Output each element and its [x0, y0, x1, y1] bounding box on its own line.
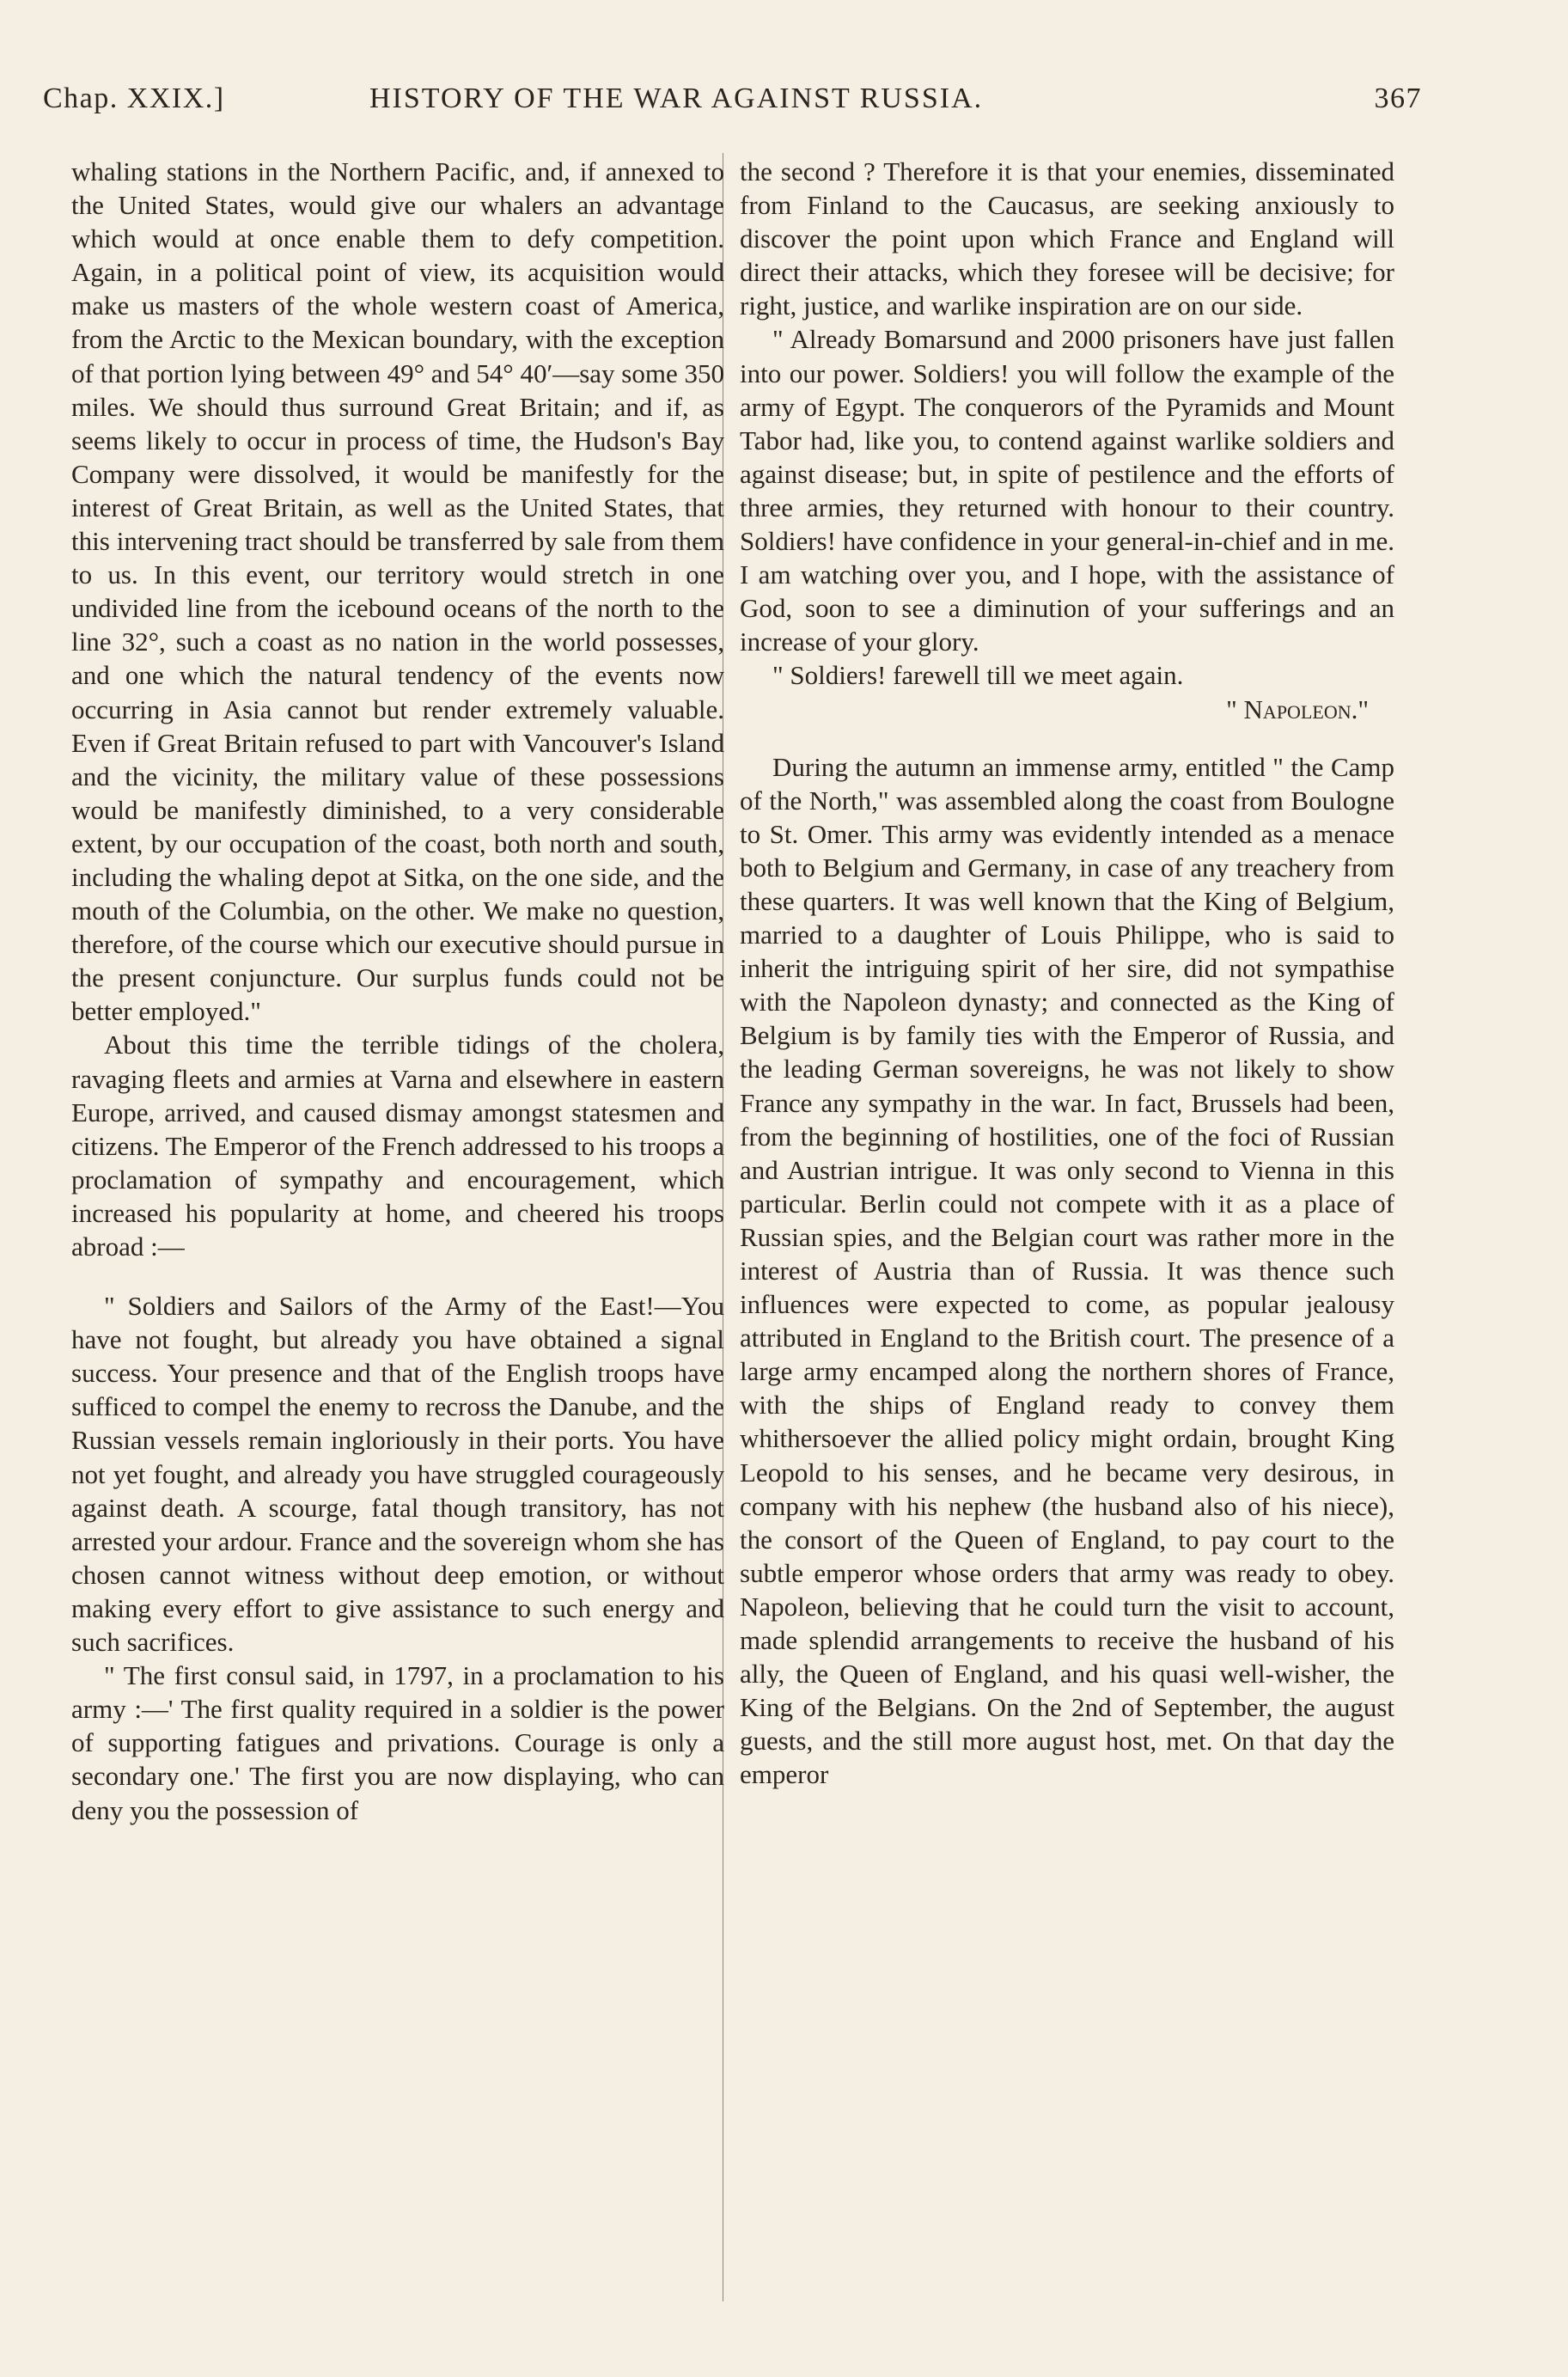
proclamation-paragraph: " Soldiers! farewell till we meet again.	[772, 660, 1184, 691]
proclamation-paragraph: the second ? Therefore it is that your enemies, disseminated from Finland to the Caucasus, are seeking anxiously to discover the point upon which France and England will direct their attacks, which they foresee will be decisive; for right, justice, and warlike inspiration are on our side.	[740, 156, 1394, 321]
page-number: 367	[1374, 82, 1422, 114]
paragraph: About this time the terrible tidings of the cholera, ravaging fleets and armies at Varna and elsewhere in eastern Europe, arrived, and caused dismay amongst statesmen and citizens. The Emperor of the French addressed to his troops a proclamation of sympathy and encouragement, which increased his popularity at home, and cheered his troops abroad :—	[71, 1030, 724, 1262]
proclamation-paragraph: " Soldiers and Sailors of the Army of the East!—You have not fought, but already you have obtained a signal success. Your presence and that of the English troops have sufficed to compel the enemy to recross the Danube, and the Russian vessels remain ingloriously in their ports. You have not yet fought, and already you have struggled courageously against death. A scourge, fatal though transitory, has not arrested your ardour. France and the sovereign whom she has chosen cannot witness without deep emotion, or without making every effort to give assistance to such energy and such sacrifices.	[71, 1291, 724, 1658]
paragraph: whaling stations in the Northern Pacific, and, if annexed to the United States, would give our whalers an advantage which would at once enable them to defy competition. Again, in a political point of view, its acquisition would make us masters of the whole western coast of America, from the Arctic to the Mexican boundary, with the exception of that portion lying between 49° and 54° 40′—say some 350 miles. We should thus surround Great Britain; and if, as seems likely to occur in process of time, the Hudson's Bay Company were dissolved, it would be manifestly for the interest of Great Britain, as well as the United States, that this intervening tract should be transferred by sale from them to us. In this event, our territory would stretch in one undivided line from the icebound oceans of the north to the line 32°, such a coast as no nation in the world possesses, and one which the natural tendency of the events now occurring in Asia cannot but render extremely valuable. Even if Great Britain refused to part with Vancouver's Island and the vicinity, the military value of these possessions would be manifestly diminished, to a very considerable extent, by our occupation of the coast, both north and south, including the whaling depot at Sitka, on the one side, and the mouth of the Columbia, on the other. We make no question, therefore, of the course which our executive should pursue in the present conjuncture. Our surplus funds could not be better employed."	[71, 156, 724, 1027]
paragraph: During the autumn an immense army, entitled " the Camp of the North," was assembled along the coast from Boulogne to St. Omer. This army was evidently intended as a menace both to Belgium and Germany, in case of any treachery from these quarters. It was well known that the King of Belgium, married to a daughter of Louis Philippe, who is said to inherit the intriguing spirit of her sire, did not sympathise with the Napoleon dynasty; and connected as the King of Belgium is by family ties with the Emperor of Russia, and the leading German sovereigns, he was not likely to show France any sympathy in the war. In fact, Brussels had been, from the beginning of hostilities, one of the foci of Russian and Austrian intrigue. It was only second to Vienna in this particular. Berlin could not compete with it as a place of Russian spies, and the Belgian court was rather more in the interest of Austria than of Russia. It was thence such influences were expected to come, as popular jealousy attributed in England to the British court. The presence of a large army encamped along the northern shores of France, with the ships of England ready to convey them whithersoever the allied policy might ordain, brought King Leopold to his senses, and he became very desirous, in company with his nephew (the husband also of his niece), the consort of the Queen of England, to pay court to the subtle emperor whose orders that army was ready to obey. Napoleon, believing that he could turn the visit to account, made splendid arrangements to receive the husband of his ally, the Queen of England, and his quasi well-wisher, the King of the Belgians. On the 2nd of September, the august guests, and the still more august host, met. On that day the emperor	[740, 751, 1394, 1790]
proclamation-paragraph: " Already Bomarsund and 2000 prisoners have just fallen into our power. Soldiers! you will follow the example of the army of Egypt. The conquerors of the Pyramids and Mount Tabor had, like you, to contend against warlike soldiers and against disease; but, in spite of pestilence and the efforts of three armies, they returned with honour to their country. Soldiers! have confidence in your general-in-chief and in me. I am watching over you, and I hope, with the assistance of God, soon to see a diminution of your sufferings and an increase of your glory.	[740, 324, 1394, 657]
proclamation-paragraph: " The first consul said, in 1797, in a proclamation to his army :—' The first quality required in a soldier is the power of supporting fatigues and privations. Courage is only a secondary one.' The first you are now displaying, who can deny you the possession of	[71, 1660, 724, 1825]
running-header	[43, 82, 1422, 125]
left-column	[71, 155, 724, 1827]
right-column	[740, 155, 1394, 1792]
chapter-label: Chap. XXIX.]	[43, 82, 225, 114]
running-title: HISTORY OF THE WAR AGAINST RUSSIA.	[369, 82, 984, 114]
signature: " Napoleon."	[1226, 694, 1369, 724]
